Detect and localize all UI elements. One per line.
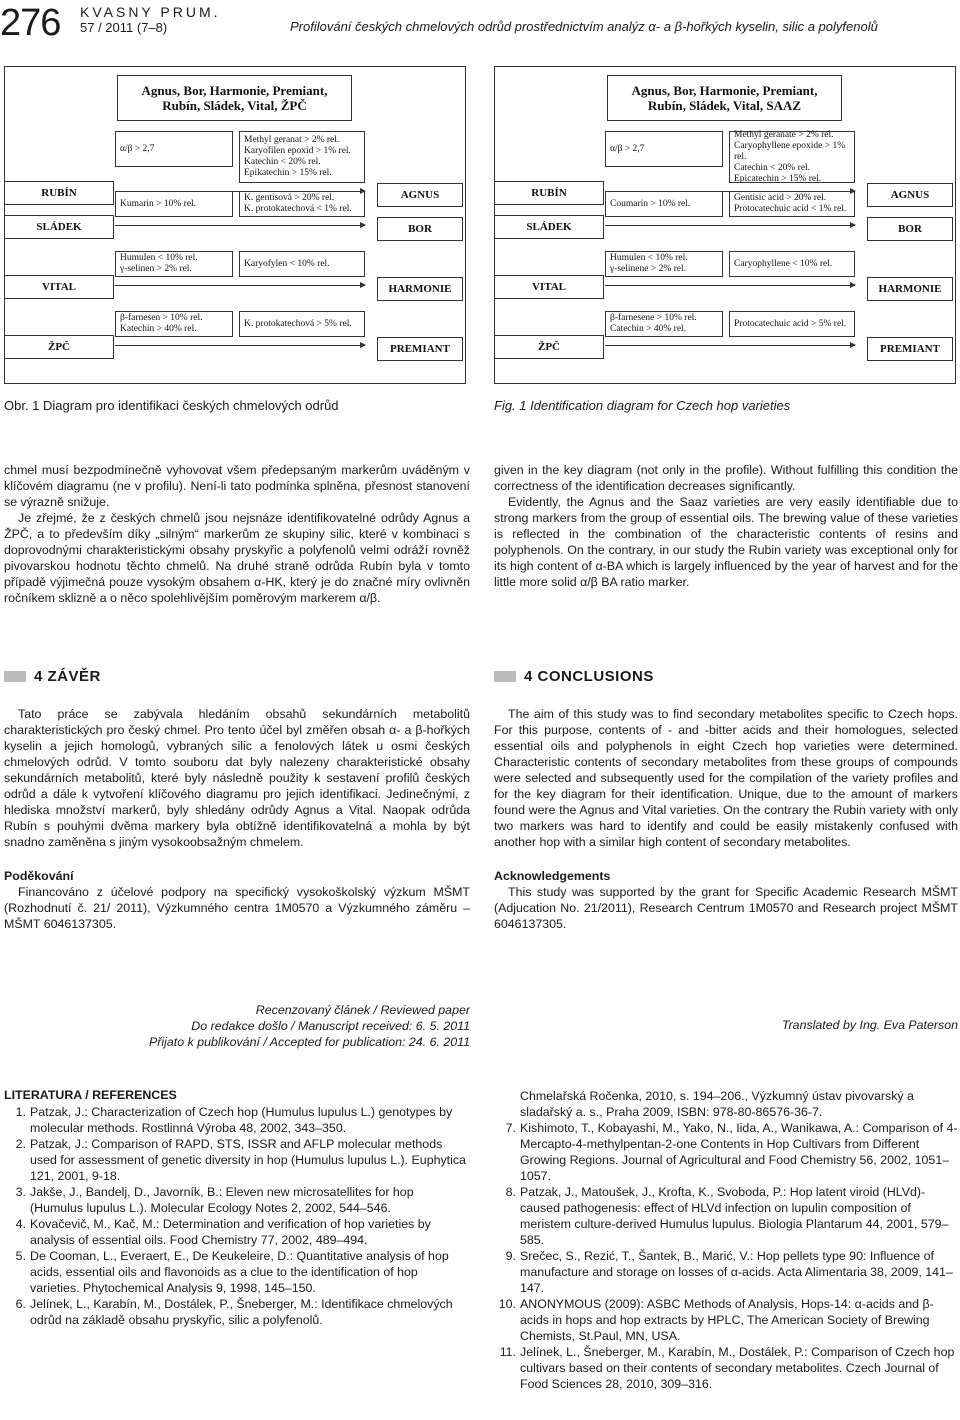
variety-label-left: RUBÍN: [4, 181, 114, 205]
criterion-text: Caryophyllene epoxide > 1% rel.: [734, 140, 846, 162]
variety-label-right: HARMONIE: [377, 277, 463, 301]
criterion-text: K. gentisová > 20% rel.: [244, 193, 335, 203]
variety-label-left: SLÁDEK: [4, 215, 114, 239]
section-marker: [494, 671, 516, 682]
criterion-text: Methyl geranate > 2% rel.: [734, 129, 834, 140]
reference-number: 3.: [15, 1185, 26, 1199]
criterion-text: K. protokatechová < 1% rel.: [244, 204, 352, 214]
references-title: LITERATURA / REFERENCES: [4, 1088, 177, 1102]
left-criterion-box: [115, 191, 233, 217]
variety-list-line: Agnus, Bor, Harmonie, Premiant,: [141, 83, 328, 98]
variety-label-right: PREMIANT: [867, 337, 953, 361]
conclusion-text-en: [494, 706, 958, 932]
criterion-text: K. protokatechová > 5% rel.: [244, 318, 352, 329]
criterion-text: Catechin < 20% rel.: [734, 162, 811, 173]
review-status: Recenzovaný článek / Reviewed paper: [255, 1003, 470, 1017]
identification-diagram-cz: [4, 66, 466, 384]
journal-issue: 57 / 2011 (7–8): [80, 20, 168, 35]
reference-item: [494, 1296, 958, 1344]
variety-label-right: PREMIANT: [377, 337, 463, 361]
references-list-left: [4, 1104, 470, 1328]
criterion-text: Kumarin > 10% rel.: [120, 198, 197, 209]
arrow-right: [115, 285, 365, 286]
reference-item: [494, 1248, 958, 1296]
criterion-text: Gentisic acid > 20% rel.: [734, 193, 827, 203]
reference-text: Patzak, J.: Characterization of Czech hop (Humulus lupulus L.) genotypes by molecular methods. Rostlinná Výroba 48, 2002, 343–350.: [30, 1105, 453, 1135]
criterion-text: Humulen < 10% rel.: [120, 253, 198, 263]
acknowledgement-heading: Acknowledgements: [494, 869, 611, 883]
paragraph: The aim of this study was to find secondary metabolites specific to Czech hops. For this purpose, contents of - and -bitter acids and their homologues, selected essential oils and polyphenols in eight Czech hop varieties were determined. Characteristic contents of secondary metabolites from these groups of compounds were selected and subsequently used for the compilation of the variety profiles and for the key diagram for their identification. Unique, due to the amount of markers found were the Agnus and Vital varieties. On the contrary the Rubin variety with only two markers was hard to identify and could be easily mistakenly confused with another hop with a similar high content of secondary metabolites.: [494, 707, 958, 849]
criterion-text: Protocatechuic acid > 5% rel.: [734, 318, 847, 329]
reference-item: [4, 1296, 470, 1328]
reference-item: [4, 1104, 470, 1136]
variety-label-right: BOR: [377, 217, 463, 241]
paragraph: chmel musí bezpodmínečně vyhovovat všem předepsaným markerům uváděným v klíčovém diagramu (ne v profilu). Není-li tato podmínka splněna, přesnost stanovení se výrazně snižuje.: [4, 463, 470, 509]
paragraph: given in the key diagram (not only in the profile). Without fulfilling this condition the correctness of the identification decreases significantly.: [494, 463, 958, 493]
paragraph: Financováno z účelové podpory na specifický vysokoškolský výzkum MŠMT (Rozhodnutí č. 21/ 2011), Výzkumného centra 1M0570 a Výzkumného záměru – MŠMT 6046137305.: [4, 885, 470, 931]
reference-text: De Cooman, L., Everaert, E., De Keukeleire, D.: Quantitative analysis of hop acids, essential oils and flavonoids as a clue to the identification of hop varieties. Phytochemical Analysis 9, 1998, 145–150.: [30, 1249, 449, 1295]
criterion-text: Epikatechin > 15% rel.: [244, 168, 332, 178]
left-criterion-box: [115, 131, 233, 167]
reference-item: [494, 1344, 958, 1392]
reference-item: [4, 1248, 470, 1296]
criterion-text: α/β > 2,7: [610, 143, 645, 154]
variety-label-right: AGNUS: [867, 183, 953, 207]
middle-criterion-box: [239, 311, 365, 337]
reference-number: 4.: [15, 1217, 26, 1231]
criterion-text: Methyl geranat > 2% rel.: [244, 135, 340, 145]
acknowledgement-heading: Poděkování: [4, 869, 74, 883]
reference-text: Kovačevič, M., Kač, M.: Determination and verification of hop varieties by analysis of essential oils. Food Chemistry 77, 2002, 489–494.: [30, 1217, 431, 1247]
body-text-cz: [4, 462, 470, 606]
variety-label-left: SLÁDEK: [494, 215, 604, 239]
variety-label-right: BOR: [867, 217, 953, 241]
journal-name: KVASNY PRUM.: [80, 4, 221, 20]
criterion-text: γ-selinene > 2% rel.: [610, 264, 687, 274]
review-info: [4, 1002, 470, 1050]
middle-criterion-box: [729, 251, 855, 277]
reference-item: [4, 1136, 470, 1184]
identification-diagram-en: [494, 66, 956, 384]
reference-text: Jakše, J., Bandelj, D., Javorník, B.: Eleven new microsatellites for hop (Humulus lupulus L.). Molecular Ecology Notes 2, 2002, 544–546.: [30, 1185, 414, 1215]
section-heading-cz: 4 ZÁVĚR: [4, 668, 101, 685]
reference-number: 10.: [498, 1297, 516, 1311]
reference-number: 11.: [499, 1345, 516, 1359]
paragraph: Evidently, the Agnus and the Saaz varieties are very easily identifiable due to strong markers from the group of essential oils. The brewing value of these varieties is reflected in the combination of the characteristic contents of resins and polyphenols. On the contrary, in our study the Rubin variety was exceptional only for its high content of α-BA which is largely influenced by the year of harvest and for the little more solid α/β BA ratio marker.: [494, 495, 958, 589]
reference-number: 5.: [15, 1249, 26, 1263]
criterion-text: Katechin > 40% rel.: [120, 324, 197, 334]
criterion-text: Protocatechuic acid < 1% rel.: [734, 204, 847, 214]
reference-number: 1.: [15, 1105, 26, 1119]
reference-text: Patzak, J.: Comparison of RAPD, STS, ISSR and AFLP molecular methods used for assessment of genetic diversity in hop (Humulus lupulus L.). Euphytica 121, 2001, 9-18.: [30, 1137, 466, 1183]
criterion-text: Epicatechin > 15% rel.: [734, 173, 822, 184]
middle-criterion-box: [729, 311, 855, 337]
variety-label-left: VITAL: [4, 275, 114, 299]
running-title: Profilování českých chmelových odrůd prostřednictvím analýz α- a β-hořkých kyselin, silic a polyfenolů: [290, 19, 878, 34]
reference-text: ANONYMOUS (2009): ASBC Methods of Analysis, Hops-14: α-acids and β-acids in hops and hop extracts by HPLC, The American Society of Brewing Chemists, St.Paul, MN, USA.: [520, 1297, 934, 1343]
criterion-text: Coumarin > 10% rel.: [610, 198, 691, 209]
variety-label-left: ŽPČ: [4, 335, 114, 359]
variety-label-right: HARMONIE: [867, 277, 953, 301]
left-criterion-box: [605, 191, 723, 217]
page-number: 276: [0, 2, 61, 44]
criterion-text: β-farnesene > 10% rel.: [610, 313, 697, 323]
criterion-text: Katechin < 20% rel.: [244, 157, 321, 167]
diagram-top-box: [607, 75, 842, 121]
references-list-right: [494, 1088, 958, 1392]
translator-note: Translated by Ing. Eva Paterson: [781, 1018, 958, 1032]
middle-criterion-box: [239, 191, 365, 217]
left-criterion-box: [115, 251, 233, 277]
reference-number: 9.: [505, 1249, 516, 1263]
variety-list-line: Rubín, Sládek, Vital, SAAZ: [647, 98, 802, 113]
criterion-text: Humulen < 10% rel.: [610, 253, 688, 263]
left-criterion-box: [605, 311, 723, 337]
section-marker: [4, 671, 26, 682]
criterion-text: Catechin > 40% rel.: [610, 324, 687, 334]
left-criterion-box: [605, 251, 723, 277]
criterion-text: Caryophyllene < 10% rel.: [734, 258, 833, 269]
reference-text: Patzak, J., Matoušek, J., Krofta, K., Svoboda, P.: Hop latent viroid (HLVd)-caused pathogenesis: effect of HLVd infection on lupulin composition of meristem culture-derived Humulus lupulus. Biologia Plantarum 44, 2001, 579–585.: [520, 1185, 949, 1247]
arrow-right: [605, 345, 855, 346]
arrow-right: [115, 345, 365, 346]
reference-text: Srečec, S., Rezić, T., Šantek, B., Marić, V.: Hop pellets type 90: Influence of manufacture and storage on losses of α-acids. Acta Alimentaria 38, 2009, 141–147.: [520, 1249, 953, 1295]
arrow-right: [605, 225, 855, 226]
figure-caption-en: Fig. 1 Identification diagram for Czech hop varieties: [494, 398, 791, 413]
middle-criterion-box: [729, 131, 855, 183]
accepted-date: Přijato k publikování / Accepted for publication: 24. 6. 2011: [149, 1035, 470, 1049]
paragraph: This study was supported by the grant for Specific Academic Research MŠMT (Adjucation No. 21/2011), Research Centrum 1M0570 and Research project MŠMT 6046137305.: [494, 885, 958, 931]
reference-item: [494, 1120, 958, 1184]
variety-list-line: Rubín, Sládek, Vital, ŽPČ: [162, 98, 307, 113]
reference-number: 7.: [505, 1121, 516, 1135]
reference-number: 6.: [15, 1297, 26, 1311]
criterion-text: β-farnesen > 10% rel.: [120, 313, 203, 323]
criterion-text: Karyofylen < 10% rel.: [244, 258, 330, 269]
diagram-top-box: [117, 75, 352, 121]
reference-text: Jelínek, L., Karabín, M., Dostálek, P., Šneberger, M.: Identifikace chmelových odrůd na základě obsahu pryskyřic, silic a polyfenolů.: [30, 1297, 453, 1327]
reference-number: 2.: [15, 1137, 26, 1151]
variety-list-line: Agnus, Bor, Harmonie, Premiant,: [631, 83, 818, 98]
middle-criterion-box: [729, 191, 855, 217]
paragraph: Je zřejmé, že z českých chmelů jsou nejsnáze identifikovatelné odrůdy Agnus a ŽPČ, a to především díky „silným“ markerům ze skupiny silic, které v kombinaci s doprovodnými charakteristickými obsahy pryskyřic a polyfenolů velmi odráží rovněž pivovarskou hodnotu těchto chmelů. Na druhé straně odrůda Rubín byla v tomto případě výjimečná pouze vysokým obsahem α-HK, který je do značné míry ovlivněn ročníkem sklizně a o něco spolehlivějším poměrovým markerem α/β.: [4, 511, 470, 605]
conclusion-text-cz: [4, 706, 470, 932]
arrow-right: [605, 285, 855, 286]
criterion-text: Karyofilen epoxid > 1% rel.: [244, 146, 351, 156]
criterion-text: α/β > 2,7: [120, 143, 155, 154]
reference-text: Jelínek, L., Šneberger, M., Karabín, M., Dostálek, P.: Comparison of Czech hop cultivars based on their contents of secondary metabolites. Czech Journal of Food Sciences 28, 2010, 309–316.: [520, 1345, 955, 1391]
left-criterion-box: [605, 131, 723, 167]
figure-caption-cz: Obr. 1 Diagram pro identifikaci českých chmelových odrůd: [4, 398, 339, 413]
reference-item: [4, 1216, 470, 1248]
middle-criterion-box: [239, 251, 365, 277]
left-criterion-box: [115, 311, 233, 337]
paragraph: Tato práce se zabývala hledáním obsahů sekundárních metabolitů charakteristických pro český chmel. Pro tento účel byl změřen obsah α- a β-hořkých kyselin a jejich homologů, vybraných silic a fenolových látek u osmi českých chmelových odrůd. V tomto souboru dat byly nalezeny charakteristické obsahy sekundárních metabolitů, které byly následně použity k sestavení profilů českých odrůd a dále k vytvoření klíčového diagramu pro jejich identifikaci. Jedinečnými, z hlediska množství markerů, byly shledány odrůdy Agnus a Vital. Naopak odrůda Rubín s pouhými dvěma markery byla obtížně identifikovatelná a mohla by být snadno zaměněna s jiným vysokoobsažným chmelem.: [4, 707, 470, 849]
reference-item: [4, 1184, 470, 1216]
arrow-right: [115, 225, 365, 226]
variety-label-right: AGNUS: [377, 183, 463, 207]
variety-label-left: VITAL: [494, 275, 604, 299]
received-date: Do redakce došlo / Manuscript received: 6. 5. 2011: [191, 1019, 470, 1033]
section-heading-en: 4 CONCLUSIONS: [494, 668, 654, 685]
variety-label-left: RUBÍN: [494, 181, 604, 205]
body-text-en: [494, 462, 958, 590]
reference-item: [494, 1088, 958, 1120]
reference-item: [494, 1184, 958, 1248]
criterion-text: γ-selinen > 2% rel.: [120, 264, 192, 274]
reference-text: Chmelařská Ročenka, 2010, s. 194–206., Výzkumný ústav pivovarský a sladařský a. s., Praha 2009, ISBN: 978-80-86576-36-7.: [520, 1089, 914, 1119]
variety-label-left: ŽPČ: [494, 335, 604, 359]
reference-text: Kishimoto, T., Kobayashi, M., Yako, N., Iida, A., Wanikawa, A.: Comparison of 4-Mercapto-4-methylpentan-2-one Contents in Hop Cultivars from Different Growing Regions. Journal of Agricultural and Food Chemistry 56, 2002, 1051–1057.: [520, 1121, 958, 1183]
middle-criterion-box: [239, 131, 365, 183]
reference-number: 8.: [505, 1185, 516, 1199]
